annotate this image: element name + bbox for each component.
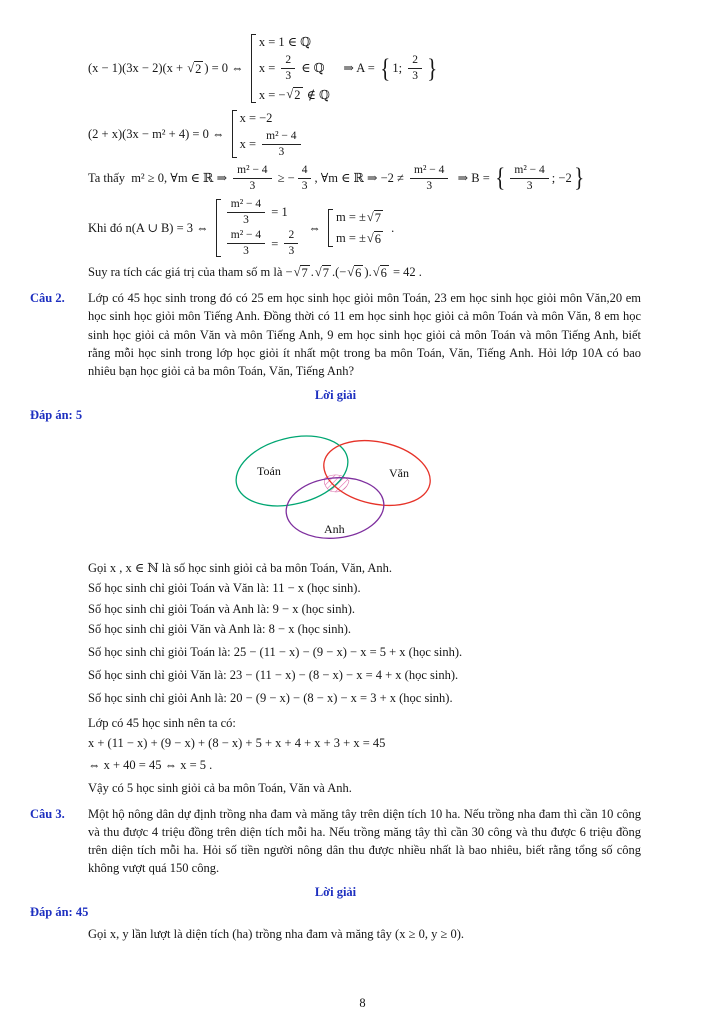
cases-rows xyxy=(240,109,304,159)
question-3-label: Câu 3. xyxy=(30,806,65,821)
equation-line-3 xyxy=(88,164,641,193)
denominator: 3 xyxy=(243,213,249,226)
math-text: = xyxy=(268,236,282,251)
venn-circle-toan xyxy=(229,428,355,517)
solution-line: Vậy có 5 học sinh giỏi cả ba môn Toán, Văn và Anh. xyxy=(88,780,352,795)
solution-heading-3: Lời giải xyxy=(314,885,357,900)
cases-rows xyxy=(336,208,384,247)
math-text: x = 1 ∈ ℚ xyxy=(258,35,312,49)
math-text: .(− xyxy=(331,265,347,280)
cases-row xyxy=(224,229,301,258)
square-root xyxy=(294,265,310,280)
denominator: 3 xyxy=(526,179,533,192)
solution-line: Số học sinh chỉ giỏi Văn và Anh là: 8 − x (học sinh). xyxy=(88,621,352,636)
square-root xyxy=(286,87,302,102)
variable-definition-line: Gọi x, y lần lượt là diện tích (ha) trồng nha đam và măng tây (x ≥ 0, y ≥ 0). xyxy=(88,927,464,942)
radical-sign: √ xyxy=(366,209,374,224)
math-text: ; −2 xyxy=(551,171,572,186)
fraction xyxy=(227,229,265,258)
solution-line: Lớp có 45 học sinh nên ta có: xyxy=(88,716,236,731)
fraction xyxy=(262,130,300,159)
question-3-text: Một hộ nông dân dự định trồng nha đam và măng tây trên diện tích 10 ha. Nếu trồng nha đam thì cần 10 công và thu được 4 triệu đồng trên diện tích mỗi ha. Nếu trồng măng tây thì cần 30 công và thu được 6 triệu đồng trên diện tích mỗi ha. Hỏi số tiền người nông dân thu được nhiều nhất là bao nhiêu, biết rằng tổng số công không vượt quá 150 công. xyxy=(88,806,641,875)
numerator: 4 xyxy=(298,164,312,179)
fraction xyxy=(298,164,312,193)
numerator: m² − 4 xyxy=(227,198,265,213)
denominator: 3 xyxy=(288,245,295,258)
cases-rows xyxy=(224,198,301,259)
curly-brace: { xyxy=(495,163,506,193)
math-text: = 42 . xyxy=(389,265,422,280)
question-2 xyxy=(30,289,641,380)
venn-svg xyxy=(229,428,443,548)
numerator: m² − 4 xyxy=(233,164,271,179)
radicand: 7 xyxy=(374,210,381,225)
math-text: ∉ ℚ xyxy=(303,87,330,102)
question-2-label: Câu 2. xyxy=(30,291,65,306)
numerator: m² − 4 xyxy=(410,164,448,179)
denominator: 3 xyxy=(301,179,308,192)
radicand: 6 xyxy=(374,231,381,246)
numerator: 2 xyxy=(281,54,295,69)
radicand: 7 xyxy=(322,265,329,280)
question-2-text: Lớp có 45 học sinh trong đó có 25 em học sinh học giỏi môn Toán, 23 em học sinh học giỏi môn Văn,20 em học sinh học giỏi môn Tiếng Anh. Đồng thời có 11 em học sinh học giỏi cả môn Toán và môn Văn, 8 em học sinh học giỏi cả môn Văn và môn Tiếng Anh, 9 em học sinh học giỏi cả môn Toán và môn Tiếng Anh, biết rằng mỗi học sinh trong lớp học giỏi ít nhất một trong ba môn Toán, Văn, Tiếng Anh. Hỏi lớp 10A có bao nhiêu bạn học giỏi cả ba môn Toán, Văn, Tiếng Anh? xyxy=(88,291,641,378)
venn-diagram xyxy=(30,428,641,553)
square-root xyxy=(187,61,203,76)
radicand: 6 xyxy=(355,265,362,280)
denominator: 3 xyxy=(243,245,249,258)
radical-sign: √ xyxy=(366,230,374,245)
denominator: 3 xyxy=(249,179,256,192)
cases-row xyxy=(224,198,288,227)
equation-line-2 xyxy=(88,109,641,159)
radical-sign: √ xyxy=(187,61,195,75)
fraction xyxy=(233,164,271,193)
radicand: 2 xyxy=(195,62,202,76)
curly-brace: { xyxy=(380,53,391,83)
square-root xyxy=(367,231,383,246)
cases-row xyxy=(259,86,330,104)
question-3 xyxy=(30,805,641,878)
equation-line-1 xyxy=(88,33,641,104)
math-text: (2 + x)(3x − m² + 4) = 0 ⇔ xyxy=(88,126,228,141)
math-text: x = −2 xyxy=(239,111,273,125)
cases-row xyxy=(240,109,273,127)
curly-brace: } xyxy=(427,53,438,83)
answer-label-2: Đáp án: 5 xyxy=(30,408,83,422)
solution-line: ⇔ x + 40 = 45 ⇔ x = 5 . xyxy=(88,758,213,773)
solution-line: Số học sinh chỉ giỏi Toán là: 25 − (11 − x) − (9 − x) − x = 5 + x (học sinh). xyxy=(88,644,463,659)
curly-brace: } xyxy=(573,163,584,193)
math-text: ∈ ℚ xyxy=(298,61,325,76)
math-text: x = − xyxy=(258,87,286,102)
math-text: ). xyxy=(364,265,372,280)
math-text: 1; xyxy=(392,61,406,76)
radical-sign: √ xyxy=(314,264,322,279)
math-text: = 1 xyxy=(268,204,288,219)
solution-line: x + (11 − x) + (9 − x) + (8 − x) + 5 + x + 4 + x + 3 + x = 45 xyxy=(88,736,386,751)
fraction xyxy=(510,164,548,193)
page-number: 8 xyxy=(359,995,366,1010)
answer-label-3: Đáp án: 45 xyxy=(30,905,89,920)
cases-row xyxy=(336,208,384,226)
denominator: 3 xyxy=(412,70,418,82)
square-root xyxy=(347,265,363,280)
equation-line-4 xyxy=(88,198,641,259)
fraction xyxy=(410,164,448,193)
fraction xyxy=(227,198,265,227)
solution-heading-2: Lời giải xyxy=(314,387,357,402)
square-root xyxy=(367,210,383,225)
math-text: , ∀m ∈ ℝ ⇒ −2 ≠ xyxy=(314,171,408,186)
solution-line: Gọi x , x ∈ ℕ là số học sinh giỏi cả ba môn Toán, Văn, Anh. xyxy=(88,561,393,576)
math-text: Suy ra tích các giá trị của tham số m là − xyxy=(88,265,293,280)
fraction xyxy=(408,54,422,83)
solution-line: Số học sinh chỉ giỏi Toán và Anh là: 9 − x (học sinh). xyxy=(88,601,356,616)
math-text: ≥ − xyxy=(274,171,295,186)
cases-bracket xyxy=(232,109,304,159)
cases-bracket xyxy=(216,198,301,259)
venn-label-toan: Toán xyxy=(256,464,281,479)
solution-steps-2 xyxy=(88,559,641,796)
square-root xyxy=(373,265,389,280)
square-root xyxy=(315,265,331,280)
math-text: ⇒ A = xyxy=(333,61,378,76)
radical-sign: √ xyxy=(347,264,355,279)
denominator: 3 xyxy=(278,146,285,158)
cases-bracket xyxy=(328,208,384,247)
math-text: Khi đó n(A ∪ B) = 3 ⇔ xyxy=(88,220,212,235)
cases-row xyxy=(259,54,325,83)
solution-line: Số học sinh chỉ giỏi Toán và Văn là: 11 − x (học sinh). xyxy=(88,581,361,596)
venn-label-anh: Anh xyxy=(323,522,345,537)
cases-row xyxy=(336,229,384,247)
radicand: 7 xyxy=(301,265,308,280)
radical-sign: √ xyxy=(372,264,380,279)
denominator: 3 xyxy=(285,70,292,82)
denominator: 3 xyxy=(426,179,433,192)
math-text: ) = 0 ⇔ xyxy=(204,61,247,76)
math-text: (x − 1)(3x − 2)(x + xyxy=(88,61,187,76)
math-text: x = xyxy=(258,61,279,76)
radical-sign: √ xyxy=(293,264,301,279)
math-text: x = xyxy=(239,137,260,152)
cases-row xyxy=(259,33,311,51)
fraction xyxy=(284,229,298,258)
numerator: 2 xyxy=(408,54,422,69)
venn-circle-van xyxy=(317,432,436,515)
math-text: ⇒ B = xyxy=(451,171,493,186)
cases-row xyxy=(240,130,304,159)
radical-sign: √ xyxy=(286,87,294,102)
solution-line: Số học sinh chỉ giỏi Văn là: 23 − (11 − x) − (8 − x) − x = 4 + x (học sinh). xyxy=(88,667,459,682)
cases-bracket xyxy=(251,33,330,104)
numerator: m² − 4 xyxy=(262,130,300,145)
radicand: 6 xyxy=(380,265,387,280)
solution-line: Số học sinh chỉ giỏi Anh là: 20 − (9 − x) − (8 − x) − x = 3 + x (học sinh). xyxy=(88,691,453,705)
math-text: . xyxy=(388,220,395,235)
equation-line-5 xyxy=(88,263,641,281)
numerator: m² − 4 xyxy=(510,164,548,179)
math-text: . xyxy=(310,265,314,280)
cases-rows xyxy=(259,33,330,104)
equation-block xyxy=(88,33,641,281)
math-text: Ta thấy m² ≥ 0, ∀m ∈ ℝ ⇒ xyxy=(88,171,231,186)
fraction xyxy=(281,54,295,83)
venn-label-van: Văn xyxy=(388,466,409,481)
math-text: m = ± xyxy=(335,210,366,225)
numerator: 2 xyxy=(284,229,298,244)
math-text: ⇔ xyxy=(305,220,324,235)
radicand: 2 xyxy=(294,88,301,103)
math-text: m = ± xyxy=(335,231,366,246)
numerator: m² − 4 xyxy=(227,229,265,244)
